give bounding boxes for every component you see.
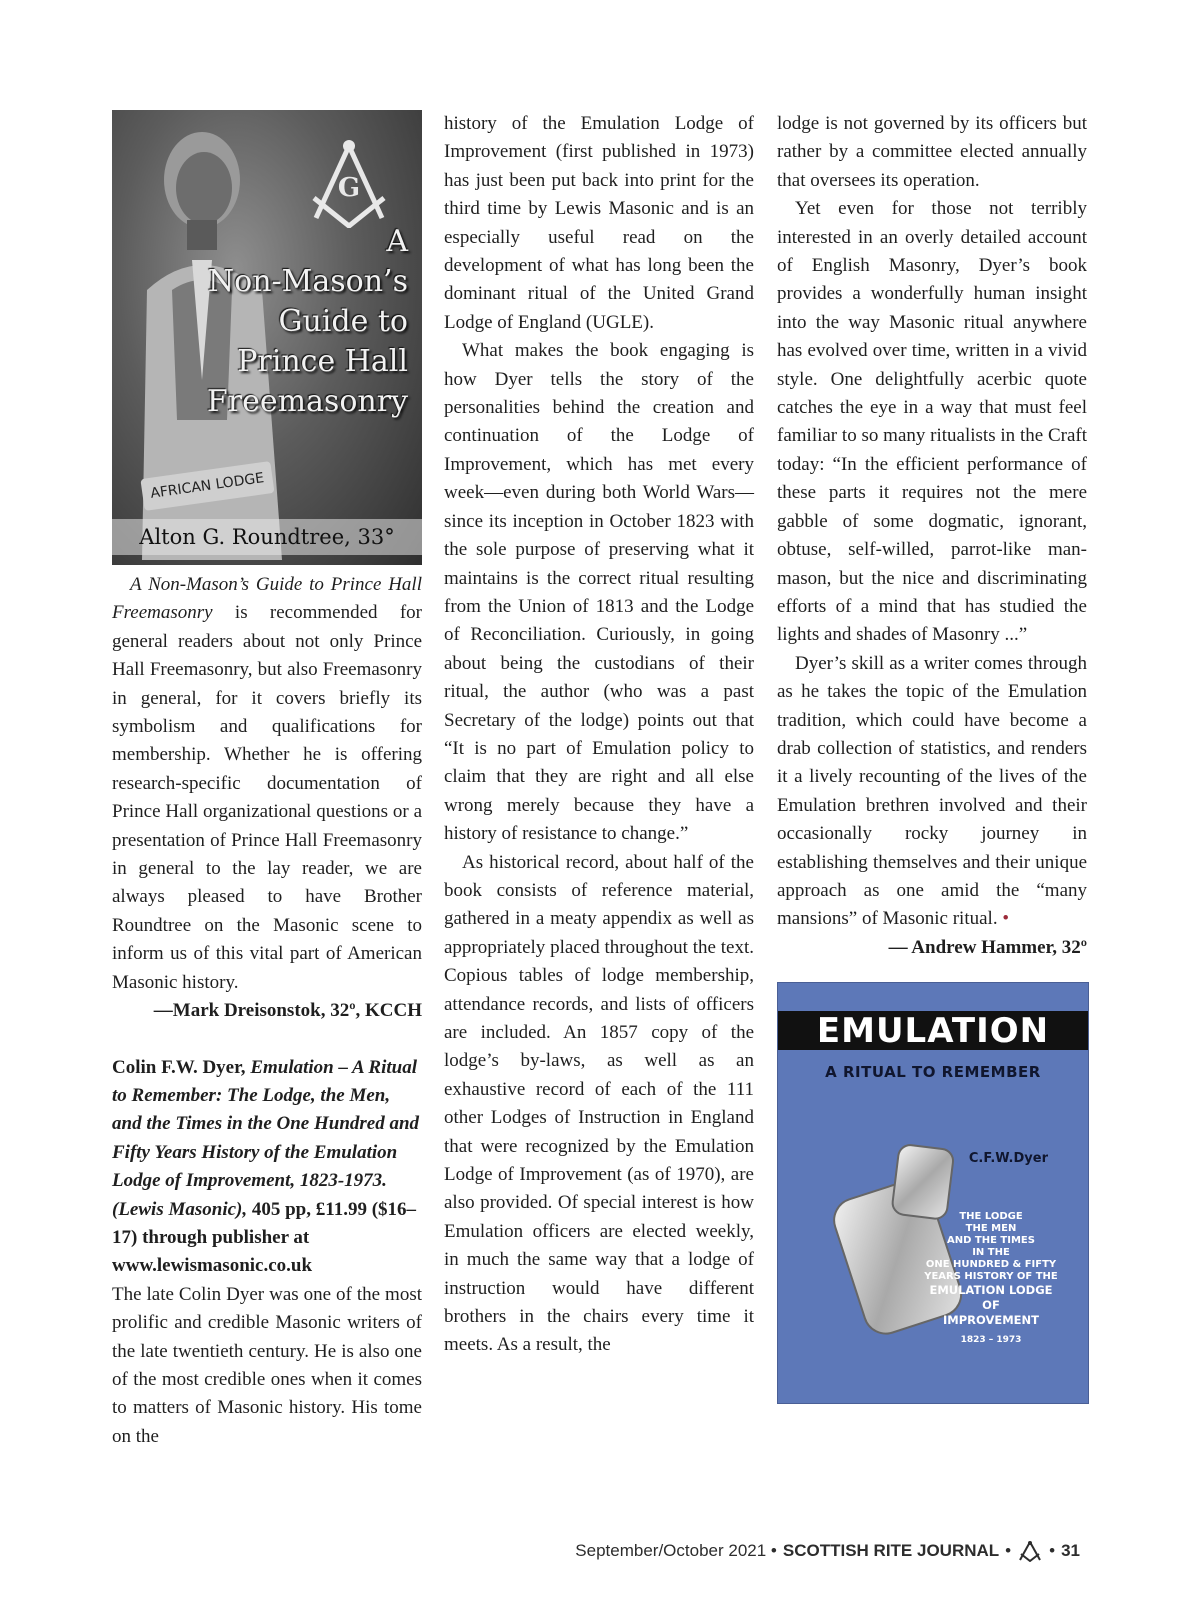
footer-separator: •: [1005, 1541, 1012, 1560]
blurb-years: 1823 – 1973: [960, 1335, 1022, 1346]
page-number: 31: [1061, 1541, 1080, 1560]
book-2-author: Colin F.W. Dyer,: [112, 1056, 251, 1078]
review-1-signature: —Mark Dreisonstok, 32º, KCCH: [153, 1000, 422, 1022]
column-3: [777, 110, 1087, 1404]
column-2: [444, 110, 754, 1360]
book-cover-prince-hall: [112, 110, 422, 565]
col3-paragraph-3: [777, 650, 1087, 934]
end-mark: •: [997, 908, 1009, 930]
book-2-citation: [112, 1054, 422, 1281]
cover-title-line: A: [386, 224, 408, 259]
column-1: [112, 110, 422, 1451]
blurb-line: THE MEN: [965, 1223, 1017, 1235]
review-1-paragraph: [112, 571, 422, 997]
blurb-line: THE LODGE: [959, 1211, 1023, 1223]
book-2-details: 405 pp, £11.99 ($16–17) through publisher at www.lewismasonic.co.uk: [112, 1198, 417, 1277]
cover2-title: EMULATION: [778, 1011, 1088, 1049]
col2-paragraph-3: As historical record, about half of the book consists of reference material, gathered in a meaty appendix as well as appropriately placed throughout the text. Copious tables of lodge membership, attendance records, and lists of officers are included. An 1857 copy of the lodge’s by-laws, as well as an exhaustive record of each of the 111 other Lodges of Instruction in England that were recognized by the Emulation Lodge of Improvement (as of 1970), are also provided. Of special interest is how Emulation officers are elected weekly, in much the same way that a lodge of instruction would have different brothers in the chairs every time it meets. As a result, the: [444, 851, 754, 1356]
cover-author: Alton G. Roundtree, 33°: [112, 519, 422, 555]
col3-paragraph-3-text: Dyer’s skill as a writer comes through as he takes the topic of the Emulation tradition, which could have become a drab collection of statistics, and renders it a lively recounting of the lives of the Emulation brethren involved and their occasionally rocky journey in establishing themselves and their unique approach as one amid the “many mansions” of Masonic ritual.: [777, 652, 1087, 930]
cover2-blurb: [916, 1211, 1066, 1346]
review-2-start: The late Colin Dyer was one of the most prolific and credible Masonic writers of the late twentieth century. He is also one of the most credible ones when it comes to matters of Masonic history. His tome on the: [112, 1283, 422, 1447]
footer-separator-2: •: [1049, 1541, 1056, 1560]
cover2-subtitle: A RITUAL TO REMEMBER: [825, 1062, 1041, 1081]
col2-paragraph-1: history of the Emulation Lodge of Improvement (first published in 1973) has just been put back into print for the third time by Lewis Masonic and is an especially useful read on the development of what has long been the dominant ritual of the United Grand Lodge of England (UGLE).: [444, 113, 754, 333]
cover-title-line: Freemasonry: [206, 384, 408, 419]
blurb-line: IN THE: [972, 1247, 1010, 1259]
blurb-line: YEARS HISTORY OF THE: [924, 1271, 1058, 1283]
col3-paragraph-2: Yet even for those not terribly interested in an overly detailed account of English Masonry, Dyer’s book provides a wonderfully human insight into the way Masonic ritual anywhere has evolved over time, written in a vivid style. One delightfully acerbic quote catches the eye in a way that must feel familiar to so many ritualists in the Craft today: “In the efficient performance of these parts it requires not the mere gabble of some dogmatic, ignorant, obtuse, self-willed, parrot-like man-mason, but the nice and discriminating efforts of a mind that has studied the lights and shades of Masonry ...”: [777, 198, 1087, 646]
book-2-title: Emulation – A Ritual to Remember: The Lodge, the Men, and the Times in the One Hundred and Fifty Years History of the Emulation Lodge of Improvement, 1823-1973. (Lewis Masonic),: [112, 1056, 420, 1220]
scottish-rite-emblem-icon: [1017, 1540, 1043, 1562]
blurb-big-line: OF: [982, 1298, 1000, 1313]
cover-title-line: Guide to: [278, 304, 408, 339]
col3-paragraph-1: lodge is not governed by its officers but rather by a committee elected annually that oversees its operation.: [777, 113, 1087, 191]
review-1-body: is recommended for general readers about not only Prince Hall Freemasonry, but also Freemasonry in general, for it covers briefly its symbolism and qualifications for membership. Whether he is offering research-specific documentation of Prince Hall organizational questions or a presentation of Prince Hall Freemasonry in general to the lay reader, we are always pleased to have Brother Roundtree on the Masonic scene to inform us of this vital part of American Masonic history.: [112, 602, 422, 993]
cover-title-line: Non-Mason’s: [207, 264, 408, 299]
cover2-author: C.F.W.Dyer: [968, 1151, 1048, 1167]
apron-text: AFRICAN LODGE: [140, 461, 274, 511]
cover-title-line: Prince Hall: [237, 344, 408, 379]
blurb-line: ONE HUNDRED & FIFTY: [925, 1259, 1057, 1271]
book-cover-emulation: [777, 982, 1089, 1404]
footer-journal-name: SCOTTISH RITE JOURNAL: [782, 1541, 1000, 1560]
square-and-compass-icon: [304, 138, 394, 228]
emblem-letter: G: [337, 173, 361, 203]
col2-paragraph-2: What makes the book engaging is how Dyer tells the story of the personalities behind the creation and continuation of the Lodge of Improvement, which has met every week—even during both World Wars—since its inception in October 1823 with the sole purpose of preserving what it maintains is the correct ritual resulting from the Union of 1813 and the Lodge of Reconciliation. Curiously, in going about being the custodians of their ritual, the author (who was a past Secretary of the lodge) points out that “It is no part of Emulation policy to claim that they are right and all else wrong merely because they have a history of resistance to change.”: [444, 340, 754, 845]
cover-title: [207, 222, 408, 422]
blurb-big-line: EMULATION LODGE: [929, 1283, 1053, 1298]
page-footer: [575, 1540, 1080, 1562]
blurb-line: AND THE TIMES: [947, 1235, 1035, 1247]
footer-issue: September/October 2021 •: [575, 1541, 777, 1560]
blurb-big-line: IMPROVEMENT: [943, 1313, 1039, 1328]
review-1-book-title: A Non-Mason’s Guide to Prince Hall Freemasonry: [112, 574, 422, 624]
review-2-signature: — Andrew Hammer, 32º: [888, 936, 1087, 958]
